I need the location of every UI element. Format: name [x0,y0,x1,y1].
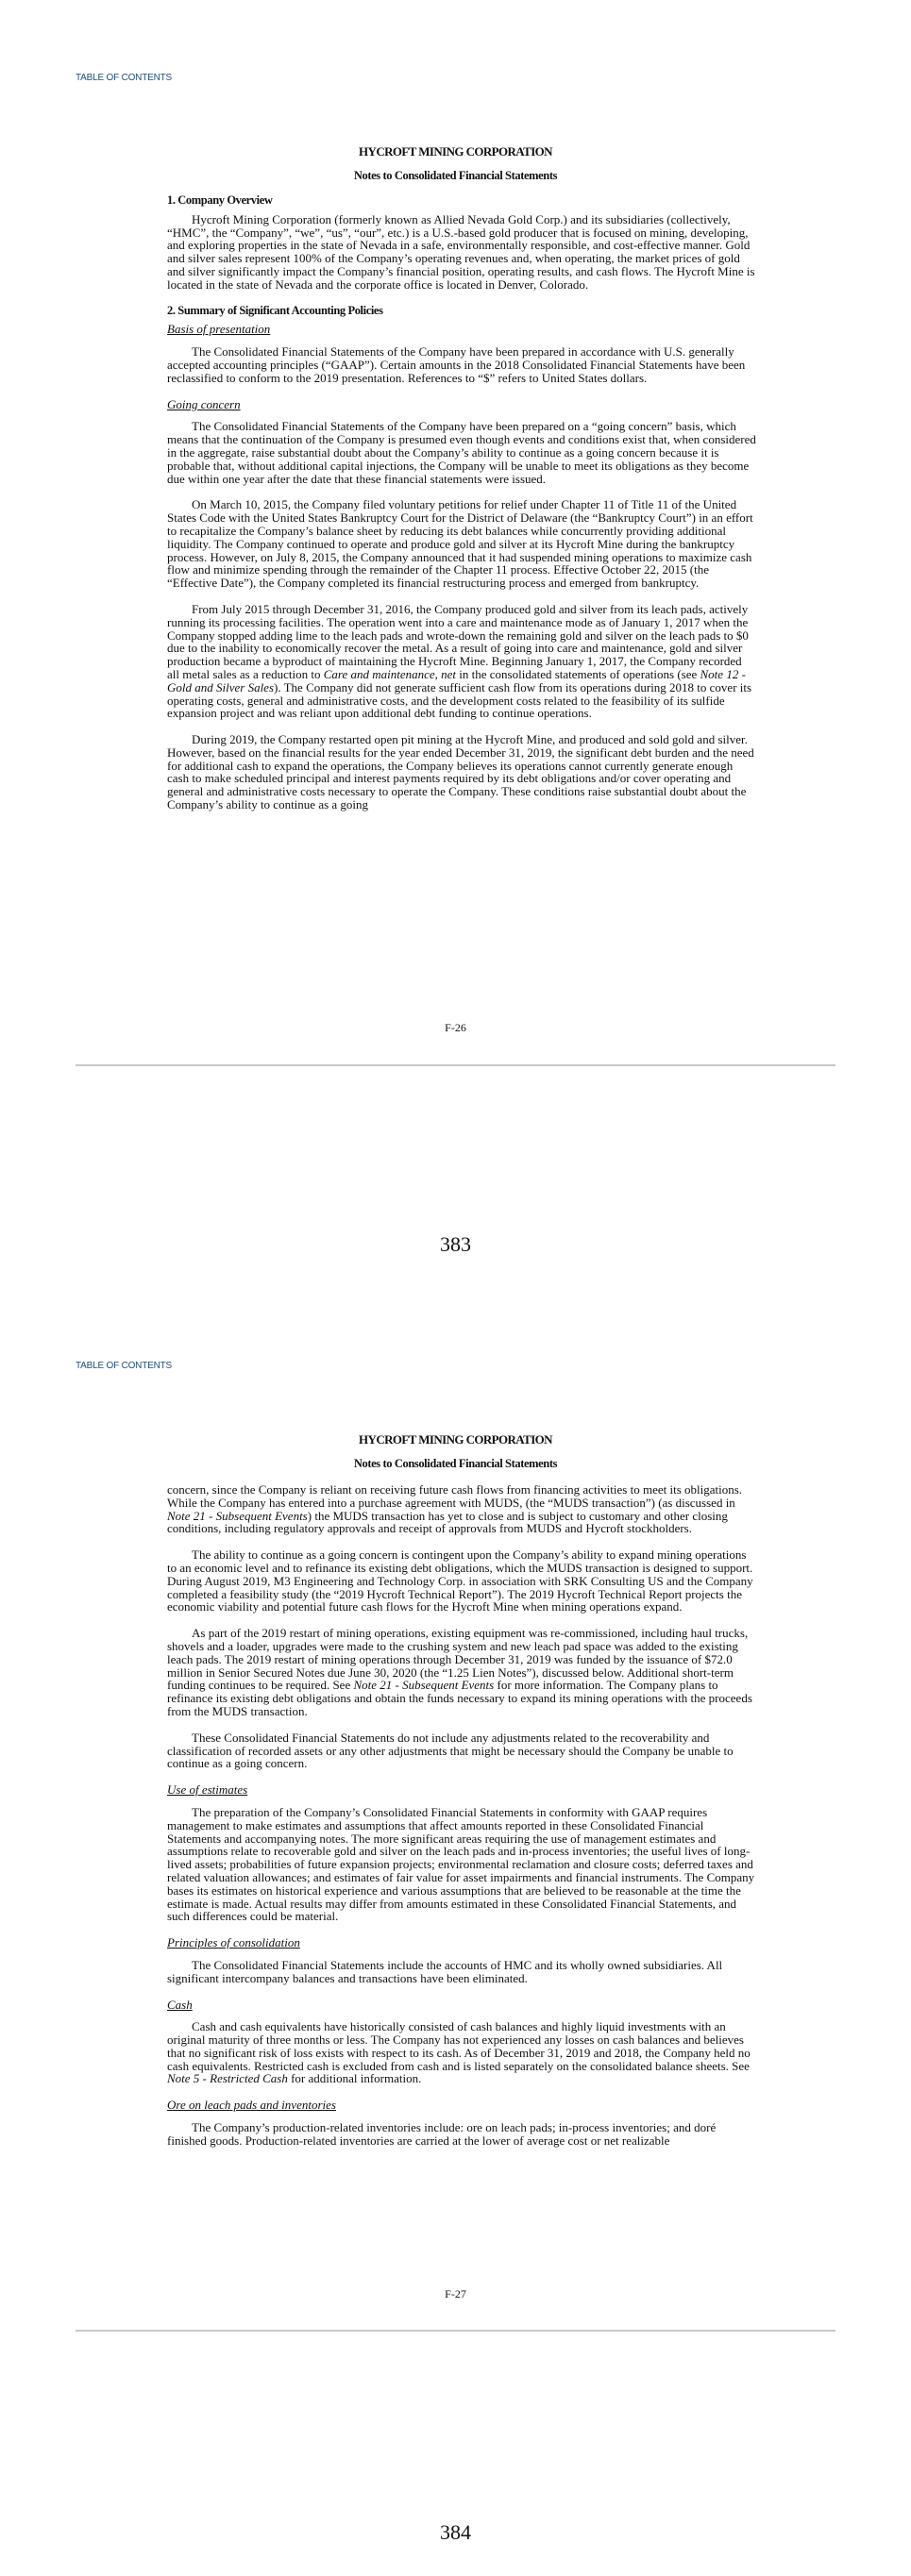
page-number: 384 [440,2520,471,2544]
paragraph-text: for more information. The Company plans to refinance its existing debt obligations and obtain the funds necessary to expand its mining operations with the proceeds from the MUDS transaction. [167,1678,752,1718]
paragraph [167,1627,756,1718]
continued-paragraph [167,1483,756,1535]
page-number: 383 [440,1232,471,1256]
paragraph-text: These Consolidated Financial Statements do not include any adjustments related to the recoverability and classification of recorded assets or any other adjustments that might be necessary should the Company be unable to continue as a going concern. [167,1730,734,1771]
paragraph [167,213,756,292]
page-divider [76,2330,835,2332]
subsection-heading: Basis of presentation [167,322,271,337]
note-reference: Note 21 - Subsequent Events [353,1678,495,1693]
company-title: HYCROFT MINING CORPORATION [359,144,552,159]
paragraph-text: ). The Company did not generate sufficient cash flow from its operations during 2018 to cover its operating costs, general and administrative costs, and the development costs related to the feasibility of its sulfide expansion project and was reliant upon additional debt funding to continue operations. [167,679,752,721]
paragraph-text: The Consolidated Financial Statements include the accounts of HMC and its wholly owned subsidiaries. All significant intercompany balances and transactions have been eliminated. [167,1957,723,1985]
paragraph [167,1959,756,1985]
subsection-heading: Use of estimates [167,1782,248,1798]
paragraph-text: ) the MUDS transaction has yet to close and is subject to customary and other closing conditions, including regulatory approvals and receipt of approvals from MUDS and Hycroft stockholders. [167,1508,728,1536]
paragraph-text: for additional information. [287,2071,422,2086]
notes-subtitle: Notes to Consolidated Financial Statements [353,169,558,182]
paragraph-text: The ability to continue as a going concern is contingent upon the Company’s ability to expand mining operations to an economic level and to refinance its existing debt obligations, which the MUDS transaction is designed to support. During August 2019, M3 Engineering and Technology Corp. in association with SRK Consulting US and the Company completed a feasibility study (the “2019 Hycroft Technical Report”). The 2019 Hycroft Technical Report projects the economic viability and potential future cash flows for the Hycroft Mine when mining operations expand. [167,1547,753,1614]
page-body [167,194,756,825]
note-reference: Note 5 - Restricted Cash [167,2071,288,2086]
paragraph-text: concern, since the Company is reliant on receiving future cash flows from financing activities to meet its obligations. While the Company has entered into a purchase agreement with MUDS, (the “MUDS transaction”) (as discussed in [167,1482,743,1510]
section-heading: 1. Company Overview [167,193,273,207]
paragraph [167,1548,756,1614]
notes-subtitle: Notes to Consolidated Financial Statements [353,1457,558,1470]
page-divider [76,1064,835,1066]
paragraph-text: As part of the 2019 restart of mining operations, existing equipment was re-commissioned, including haul trucks, shovels and a loader, upgrades were made to the crushing system and new leach pad space was added to the existing leach pads. The 2019 restart of mining operations through December 31, 2019 was funded by the issuance of $72.0 million in Senior Secured Notes due June 30, 2020 (the “1.25 Lien Notes”), discussed below. Additional short-term funding continues to be required. See [167,1626,749,1693]
paragraph-text: From July 2015 through December 31, 2016, the Company produced gold and silver from its leach pads, actively running its processing facilities. The operation went into a care and maintenance mode as of January 1, 2017 when the Company stopped adding lime to the leach pads and wrote-down the remaining gold and silver on the leach pads to $0 due to the inability to economically recover the metal. As a result of going into care and maintenance, gold and silver production became a byproduct of maintaining the Hycroft Mine. Beginning January 1, 2017, the Company recorded all metal sales as a reduction to [167,601,749,681]
note-reference: Note 12 - Gold and Silver Sales [167,666,746,694]
table-of-contents-link[interactable]: TABLE OF CONTENTS [76,73,172,83]
note-reference: Note 21 - Subsequent Events [167,1508,308,1523]
subsection-heading: Cash [167,1997,193,2012]
page-body [167,1483,756,2161]
note-reference: Care and maintenance, net [323,666,457,681]
subsection-heading: Principles of consolidation [167,1935,300,1950]
paragraph-text: Cash and cash equivalents have historically consisted of cash balances and highly liquid investments with an original maturity of three months or less. The Company has not experienced any losses on cash balances and believes that no significant risk of loss exists with respect to its cash. As of December 31, 2019 and 2018, the Company held no cash equivalents. Restricted cash is excluded from cash and is listed separately on the consolidated balance sheets. See [167,2019,751,2073]
paragraph [167,420,756,485]
paragraph-text: The preparation of the Company’s Consolidated Financial Statements in conformity with GAAP requires management to make estimates and assumptions that affect amounts reported in these Consolidated Financial Statements and accompanying notes. The more significant areas requiring the use of management estimates and assumptions relate to recoverable gold and silver on the leach pads and in-process inventories; the useful lives of long-lived assets; probabilities of future expansion projects; environmental reclamation and closure costs; deferred taxes and related valuation allowances; and estimates of fair value for asset impairments and financial instruments. The Company bases its estimates on historical experience and various assumptions that are believed to be reasonable at the time the estimate is made. Actual results may differ from amounts estimated in these Consolidated Financial Statements, and such differences could be material. [167,1804,755,1924]
subsection-heading: Ore on leach pads and inventories [167,2098,336,2113]
paragraph [167,1806,756,1923]
paragraph [167,2121,756,2148]
paragraph-text: The Consolidated Financial Statements of the Company have been prepared in accordance with U.S. generally accepted accounting principles (“GAAP”). Certain amounts in the 2018 Consolidated Financial Statements have been reclassified to conform to the 2019 presentation. References to “$” refers to United States dollars. [167,344,746,385]
paragraph [167,603,756,720]
subsection-heading: Going concern [167,396,241,411]
paragraph [167,345,756,384]
paragraph-text: During 2019, the Company restarted open pit mining at the Hycroft Mine, and produced and sold gold and silver. However, based on the financial results for the year ended December 31, 2019, the significant debt burden and the need for additional cash to expand the operations, the Company believes its operations cannot currently generate enough cash to make scheduled principal and interest payments required by its debt obligations and/or cover operating and general and administrative costs necessary to operate the Company. These conditions raise substantial doubt about the Company’s ability to continue as a going [167,732,754,812]
paragraph-text: The Company’s production-related inventories include: ore on leach pads; in-process inventories; and doré finished goods. Production-related inventories are carried at the lower of average cost or net realizable [167,2120,717,2148]
paragraph-text: Hycroft Mining Corporation (formerly known as Allied Nevada Gold Corp.) and its subsidiaries (collectively, “HMC”, the “Company”, “we”, “us”, “our”, etc.) is a U.S.-based gold producer that is focused on mining, developing, and exploring properties in the state of Nevada in a safe, environmentally responsible, and cost-effective manner. Gold and silver sales represent 100% of the Company’s operating revenues and, when operating, the market prices of gold and silver significantly impact the Company’s financial position, operating results, and cash flows. The Hycroft Mine is located in the state of Nevada and the corporate office is located in Denver, Colorado. [167,211,755,292]
paragraph-text: in the consolidated statements of operations (see [456,666,700,681]
folio-number: F-26 [445,1021,466,1034]
paragraph [167,498,756,590]
paragraph [167,2020,756,2085]
section-heading: 2. Summary of Significant Accounting Policies [167,303,383,317]
paragraph-text: The Consolidated Financial Statements of the Company have been prepared on a “going concern” basis, which means that the continuation of the Company is presumed even though events and conditions exist that, when considered in the aggregate, raise substantial doubt about the Company’s ability to continue as a going concern because it is probable that, without additional capital injections, the Company will be unable to meet its obligations as they become due within one year after the date that these financial statements were issued. [167,419,756,486]
paragraph [167,733,756,811]
paragraph-text: On March 10, 2015, the Company filed voluntary petitions for relief under Chapter 11 of Title 11 of the United States Code with the United States Bankruptcy Court for the District of Delaware (the “Bankruptcy Court”) in an effort to recapitalize the Company’s balance sheet by reducing its debt balances while concurrently providing additional liquidity. The Company continued to operate and produce gold and silver at its Hycroft Mine during the bankruptcy process. However, on July 8, 2015, the Company announced that it had suspended mining operations to maximize cash flow and minimize spending through the remainder of the Chapter 11 process. Effective October 22, 2015 (the “Effective Date”), the Company completed its financial restructuring process and emerged from bankruptcy. [167,497,753,591]
folio-number: F-27 [445,2287,466,2300]
paragraph [167,1731,756,1770]
table-of-contents-link[interactable]: TABLE OF CONTENTS [76,1361,172,1371]
company-title: HYCROFT MINING CORPORATION [359,1432,552,1447]
